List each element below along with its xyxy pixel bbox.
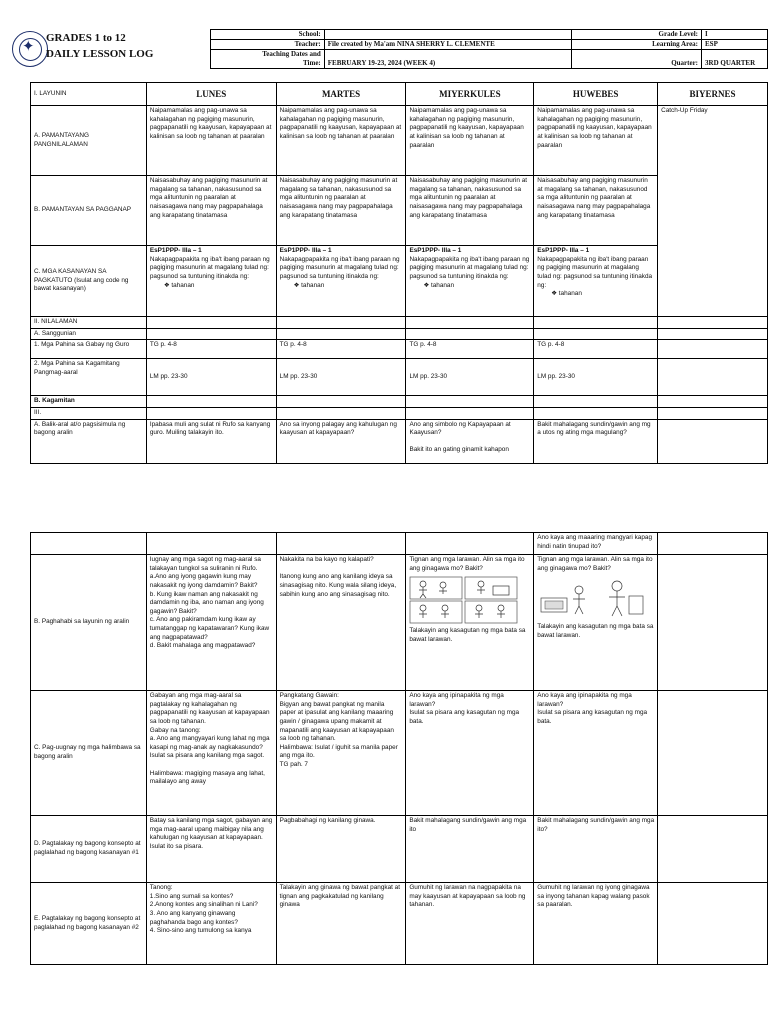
cell-kasanayan-huwebes: EsP1PPP- IIIa – 1 Nakapagpapakita ng iba't ibang paraan ng pagiging masunurin at magalang tulad ng: pagsunod sa tuntuning itinakda ng: ❖ tahanan <box>534 246 658 317</box>
label-quarter: Quarter: <box>572 50 702 69</box>
cell-balik-aral-martes: Ano sa inyong palagay ang kahulugan ng kaayusan at kapayapaan? <box>276 419 406 463</box>
cell-carryover-huwebes: Ano kaya ang maaaring mangyari kapag hindi natin tinupad ito? <box>534 533 658 555</box>
label-grade-level: Grade Level: <box>572 30 702 40</box>
day-header-miyerkules: MIYERKULES <box>406 83 534 106</box>
lesson-log-header <box>10 29 758 74</box>
label-pamantayang-pangnilalaman: A. PAMANTAYANG PANGNILALAMAN <box>31 106 147 176</box>
label-pagtalakay-2: E. Pagtalakay ng bagong konsepto at paglalahad ng bagong kasanayan #2 <box>31 883 147 965</box>
cell-balik-aral-huwebes: Bakit mahalagang sundin/gawin ang mg a utos ng ating mga magulang? <box>534 419 658 463</box>
cell-pag-uugnay-lunes: Gabayan ang mga mag-aaral sa pagtalakay ng kahalagahan ng pagpapanatili ng kaayusan at kapayapaan sa loob ng tahanan. Gabay na tanong: a. Ano ang mangyayari kung lahat ng mga kasapi ng mag-anak ay nagkakasundo? Isulat sa pisara ang kanilang mga sagot. Halimbawa: magiging masaya ang lahat, mailalayo ang away <box>146 691 276 816</box>
value-learning-area: ESP <box>702 40 768 50</box>
lesson-plan-table-top <box>30 82 768 464</box>
cell-kasanayan-martes: EsP1PPP- IIIa – 1 Nakapagpapakita ng iba't ibang paraan ng pagiging masunurin at magalang tulad ng: pagsunod sa tuntuning itinakda ng: ❖ tahanan <box>276 246 406 317</box>
cell-paghahabi-martes: Nakakita na ba kayo ng kalapati? Itanong kung ano ang kanilang ideya sa sinasagisag nito. Kung wala silang ideya, sabihin kung ano ang sinasagisag nito. <box>276 555 406 691</box>
cell-gabay-huwebes: TG p. 4-8 <box>534 340 658 359</box>
value-teacher: File created by Ma'am NINA SHERRY L. CLEMENTE <box>324 40 572 50</box>
label-school: School: <box>211 30 325 40</box>
cell-pagganap-martes: Naisasabuhay ang pagiging masunurin at magalang sa tahanan, nakasusunod sa mga alituntunin ng paaralan at naisasagawa nang may pagpapahalaga ang karapatang tinatamasa <box>276 176 406 246</box>
day-header-lunes: LUNES <box>146 83 276 106</box>
label-pahina-kagamitan: 2. Mga Pahina sa Kagamitang Pangmag-aaral <box>31 359 147 396</box>
cell-pagtalakay2-huwebes: Gumuhit ng larawan ng iyong ginagawa sa inyong tahanan kapag walang pasok sa paaralan. <box>534 883 658 965</box>
cell-gabay-lunes: TG p. 4-8 <box>146 340 276 359</box>
deped-seal-logo: ✦ <box>12 31 48 67</box>
cell-pangnilalaman-martes: Naipamamalas ang pag-unawa sa kahalagahan ng pagiging masunurin, pagpapanatili ng kaayusan, kapayapaan at kalinisan sa loob ng tahanan at paaralan <box>276 106 406 176</box>
cell-gabay-miyerkules: TG p. 4-8 <box>406 340 534 359</box>
value-teaching-dates: FEBRUARY 19-23, 2024 (WEEK 4) <box>324 50 572 69</box>
cell-pagtalakay1-huwebes: Bakit mahalagang sundin/gawin ang mga ito? <box>534 816 658 883</box>
label-kagamitan: B. Kagamitan <box>31 396 147 408</box>
cell-balik-aral-lunes: Ipabasa muli ang sulat ni Rufo sa kanyang guro. Muiling talakayin ito. <box>146 419 276 463</box>
children-activities-illustration <box>409 576 519 624</box>
label-pahina-gabay: 1. Mga Pahina sa Gabay ng Guro <box>31 340 147 359</box>
cell-pag-uugnay-miyerkules: Ano kaya ang ipinapakita ng mga larawan? Isulat sa pisara ang kasagutan ng mga bata. <box>406 691 534 816</box>
children-at-home-illustration <box>537 576 647 620</box>
label-balik-aral: A. Balik-aral at/o pagsisimula ng bagong aralin <box>31 419 147 463</box>
lesson-plan-table-bottom <box>30 532 768 965</box>
cell-paghahabi-miyerkules: Tignan ang mga larawan. Alin sa mga ito ang ginagawa mo? Bakit? Talakayin ang kasagutan ng mga bata sa bawat larawan. <box>406 555 534 691</box>
cell-pangnilalaman-miyerkules: Naipamamalas ang pag-unawa sa kahalagahan ng pagiging masunurin, pagpapanatili ng kaayusan, kapayapaan at kalinisan sa loob ng tahanan at paaralan <box>406 106 534 176</box>
cell-balik-aral-miyerkules: Ano ang simbolo ng Kapayapaan at Kaayusan? Bakit ito an gating ginamit kahapon <box>406 419 534 463</box>
cell-kasanayan-lunes: EsP1PPP- IIIa – 1 Nakapagpapakita ng iba't ibang paraan ng pagiging masunurin at magalang tulad ng: pagsunod sa tuntuning itinakda ng: ❖ tahanan <box>146 246 276 317</box>
cell-pangnilalaman-lunes: Naipamamalas ang pag-unawa sa kahalagahan ng pagiging masunurin, pagpapanatili ng kaayusan, kapayapaan at kalinisan sa loob ng tahanan at paaralan <box>146 106 276 176</box>
cell-kagamitan-miyerkules: LM pp. 23-30 <box>406 359 534 396</box>
cell-pag-uugnay-huwebes: Ano kaya ang ipinapakita ng mga larawan? Isulat sa pisara ang kasagutan ng mga bata. <box>534 691 658 816</box>
label-nilalaman: II. NILALAMAN <box>31 317 147 329</box>
cell-pagtalakay2-miyerkules: Gumuhit ng larawan na nagpapakita na may kaayusan at kapayapaan sa loob ng tahanan. <box>406 883 534 965</box>
cell-paghahabi-lunes: Iugnay ang mga sagot ng mag-aaral sa talakayan tungkol sa suliranin ni Rufo. a.Ano ang iyong gagawin kung may nakasakit ng iyong damdamin? Bakit? b. Kung ikaw naman ang nakasakit ng damdamin ng iba, ano naman ang iyong gagawin? Bakit? c. Ano ang pakiramdam kung ikaw ay tumatanggap ng kapatawaran? Kung ikaw ang nagpapatawad? d. Bakit mahalaga ang magpatawad? <box>146 555 276 691</box>
cell-pangnilalaman-huwebes: Naipamamalas ang pag-unawa sa kahalagahan ng pagiging masunurin, pagpapanatili ng kaayusan, kapayapaan at kalinisan sa loob ng tahanan at paaralan <box>534 106 658 176</box>
value-quarter: 3RD QUARTER <box>702 50 768 69</box>
cell-pagtalakay1-miyerkules: Bakit mahalagang sundin/gawin ang mga ito <box>406 816 534 883</box>
cell-kagamitan-huwebes: LM pp. 23-30 <box>534 359 658 396</box>
label-learning-area: Learning Area: <box>572 40 702 50</box>
label-kasanayan: C. MGA KASANAYAN SA PAGKATUTO (Isulat ang code ng bawat kasanayan) <box>31 246 147 317</box>
cell-pagganap-huwebes: Naisasabuhay ang pagiging masunurin at magalang sa tahanan, nakasusunod sa mga alituntunin ng paaralan at naisasagawa nang may pagpapahalaga ang karapatang tinatamasa <box>534 176 658 246</box>
title-grades: GRADES 1 to 12 <box>46 32 126 44</box>
label-teaching-dates: Teaching Dates and Time: <box>211 50 325 69</box>
cell-pagganap-lunes: Naisasabuhay ang pagiging masunurin at magalang sa tahanan, nakasusunod sa mga alituntunin ng paaralan at naisasagawa nang may pagpapahalaga ang karapatang tinatamasa <box>146 176 276 246</box>
day-header-martes: MARTES <box>276 83 406 106</box>
day-header-biyernes: BIYERNES <box>658 83 768 106</box>
label-paghahabi: B. Paghahabi sa layunin ng aralin <box>31 555 147 691</box>
cell-kasanayan-miyerkules: EsP1PPP- IIIa – 1 Nakapagpapakita ng iba't ibang paraan ng pagiging masunurin at magalang tulad ng: pagsunod sa tuntuning itinakda ng: ❖ tahanan <box>406 246 534 317</box>
label-sanggunian: A. Sanggunian <box>31 328 147 340</box>
cell-pagganap-miyerkules: Naisasabuhay ang pagiging masunurin at magalang sa tahanan, nakasusunod sa mga alituntunin ng paaralan at naisasagawa nang may pagpapahalaga ang karapatang tinatamasa <box>406 176 534 246</box>
label-teacher: Teacher: <box>211 40 325 50</box>
section-layunin: I. LAYUNIN <box>31 83 147 106</box>
cell-pagtalakay1-martes: Pagbabahagi ng kanilang ginawa. <box>276 816 406 883</box>
label-pamantayan-pagganap: B. PAMANTAYAN SA PAGGANAP <box>31 176 147 246</box>
title-daily-lesson-log: DAILY LESSON LOG <box>46 48 154 60</box>
label-iii: III. <box>31 407 147 419</box>
cell-pag-uugnay-martes: Pangkatang Gawain: Bigyan ang bawat pangkat ng manila paper at ipasulat ang kanilang maaaring gawin / ginagawa upang makamit at mapanatili ang kaayusan at kapayapaan sa loob ng tahanan. Halimbawa: Isulat / iguhit sa manila paper ang mga ito. TG pah. 7 <box>276 691 406 816</box>
cell-kagamitan-martes: LM pp. 23-30 <box>276 359 406 396</box>
value-school <box>324 30 572 40</box>
cell-paghahabi-huwebes: Tignan ang mga larawan. Alin sa mga ito ang ginagawa mo? Bakit? Talakayin ang kasagutan ng mga bata sa bawat larawan. <box>534 555 658 691</box>
cell-biyernes-catch-up: Catch-Up Friday <box>658 106 768 317</box>
value-grade-level: I <box>702 30 768 40</box>
day-header-huwebes: HUWEBES <box>534 83 658 106</box>
cell-gabay-martes: TG p. 4-8 <box>276 340 406 359</box>
cell-pagtalakay2-lunes: Tanong: 1.Sino ang sumali sa kontes? 2.Anong kontes ang sinalihan ni Lani? 3. Ano ang kanyang ginawang paghahanda bago ang kontes? 4. Sino-sino ang tumulong sa kanya <box>146 883 276 965</box>
cell-pagtalakay1-lunes: Batay sa kanilang mga sagot, gabayan ang mga mag-aaral upang maibigay nila ang kahulugan ng kaayusan at kapayapaan. Isulat ito sa pisara. <box>146 816 276 883</box>
cell-pagtalakay2-martes: Talakayin ang ginawa ng bawat pangkat at tignan ang pagkakatulad ng kanilang ginawa <box>276 883 406 965</box>
header-info-table <box>210 29 768 69</box>
label-pagtalakay-1: D. Pagtalakay ng bagong konsepto at paglalahad ng bagong kasanayan #1 <box>31 816 147 883</box>
label-pag-uugnay: C. Pag-uugnay ng mga halimbawa sa bagong aralin <box>31 691 147 816</box>
cell-kagamitan-lunes: LM pp. 23-30 <box>146 359 276 396</box>
